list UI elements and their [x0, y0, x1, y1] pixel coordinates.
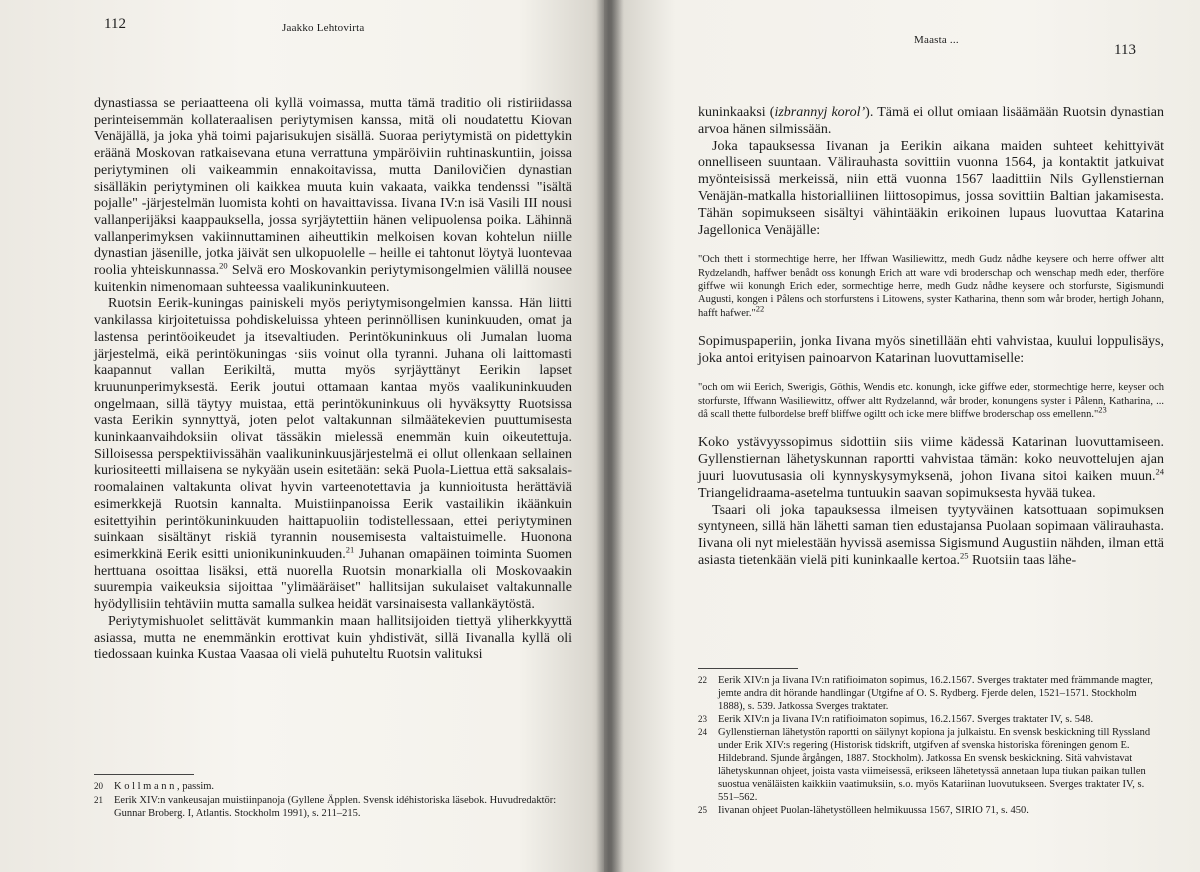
footnote-number: 23 [698, 714, 707, 724]
page-number: 112 [104, 16, 126, 32]
paragraph: Joka tapauksessa Iivanan ja Eerikin aikana maiden suhteet kehittyivät onnelliseen suuntaan. Välirauhasta sovittiin vuonna 1564, ja kontaktit jatkuivat myönteisissä merkeissä, niin että vuonna 1567 laadittiin Nils Gyllenstiernan Venäjän-matkalla historialliinen liittosopimus, jossa sovittiin Baltian jakamisesta. Tähän sopimukseen sisältyi vähintääkin erikoinen lupaus luovuttaa Katarina Jagellonica Venäjälle: [698, 138, 1164, 238]
footnote-ref: 24 [1155, 466, 1164, 477]
running-head: Jaakko Lehtovirta [282, 22, 365, 34]
footnote-number: 20 [94, 781, 103, 791]
paragraph [94, 96, 572, 296]
paragraph [698, 435, 1164, 502]
paragraph-text: ). Tämä ei ollut omiaan lisäämään Ruotsin dynastian arvoa hänen silmissään. [698, 105, 1164, 137]
footnote-text: Eerik XIV:n ja Iivana IV:n ratifioimaton sopimus, 16.2.1567. Sverges traktater IV, s. 548. [718, 714, 1094, 725]
body-text [698, 105, 1164, 570]
footnote-number: 24 [698, 727, 707, 737]
footnote-ref: 21 [345, 544, 355, 555]
footnote-text: Eerik XIV:n vankeusajan muistiinpanoja (Gyllene Äpplen. Svensk idéhistoriska läsebok. Huvudredaktör: Gunnar Broberg. I, Atlantis. Stockholm 1991), s. 211–215. [114, 794, 557, 819]
footnote [94, 780, 572, 794]
body-text [94, 96, 572, 664]
footnote-ref: 22 [755, 303, 765, 314]
footnote-rule [94, 774, 194, 775]
footnotes [94, 774, 572, 821]
paragraph [698, 503, 1164, 570]
footnote-number: 21 [94, 794, 103, 805]
block-quote [698, 381, 1164, 421]
paragraph-text: Ruotsiin taas lähe- [968, 552, 1077, 568]
page-number: 113 [1114, 42, 1136, 58]
footnote-number: 25 [698, 805, 707, 815]
running-head: Maasta ... [914, 34, 959, 46]
footnotes [698, 668, 1164, 817]
footnote-text: K o l l m a n n , passim. [114, 781, 215, 792]
paragraph-text: dynastiassa se periaatteena oli kyllä voimassa, mutta tämä traditio oli ristiriidassa perinteisemmän kollateraalisen periytymisen kanssa, mitä oli noudatettu Kiovan Venäjällä, ja joka yhä toimi pajarisukujen sisällä. Suoraa periytymistä on pidettykin eräänä Moskovan ratkaisevana etuna verrattuna ympäröiviin ruhtinaskuntiin, joissa periytyminen oli vaikeammin ennakoitavissa, mutta Danilovičien dynastian sisälläkin periytyminen oli kaikkea muuta kuin vakaata, vaikka tendenssi "isältä pojalle" -järjestelmän luomista kohti on havaittavissa. Iivana IV:n isä Vasili III nousi vallanperijäksi kaappauksella, jossa syrjäytettiin hänen velipuolensa poika. Lähinnä vallanperimyksen vakiinnuttaminen aiheuttikin melkoisen kovan kohtelun niille dynastian jäsenille, jotka jäivät sen ulkopuolelle – heille ei tahtonut löytyä luontevaa roolia yhteiskunnassa. [94, 96, 572, 279]
footnote [698, 804, 1164, 817]
block-quote [698, 253, 1164, 319]
paragraph-text: Juhanan omapäinen toiminta Suomen herttuana osoittaa lisäksi, että nuorella Ruotsin monarkialla oli Moskovaakin suurempia vaikeuksia sijoittaa "ylimääräiset" hallitsijan sukulaiset valtakunnalle hyödyllisiin tehtäviin mutta samalla sulkea heidät varsinaisesta vallankäytöstä. [94, 546, 572, 613]
paragraph: Sopimuspaperiin, jonka Iivana myös sinetillään ehti vahvistaa, kuului loppulisäys, joka antoi erityisen painoarvon Katarinan luovuttamiselle: [698, 333, 1164, 366]
footnote-ref: 23 [1098, 404, 1107, 415]
paragraph: Periytymishuolet selittävät kummankin maan hallitsijoiden tiettyä yliherkkyyttä asiassa, mutta ne enemmänkin erottivat kuin yhdistivät, sillä Iivanalla kyllä oli tiedossaan kuinka Kustaa Vaasaa oli vielä puhuteltu Ruotsin valituksi [94, 613, 572, 663]
footnote [698, 713, 1164, 726]
footnote [698, 674, 1164, 713]
quote-text: "och om wii Eerich, Swerigis, Göthis, Wendis etc. konungh, icke giffwe eder, stormechtige herre, keyser och storfurste, Iffwann Wasiliewittz, offwer altt Rydzelannd, wår broder, konungens syster i Pålenn, Katharina, ... då scall thette fulbordelse breff bliffwe ogiltt och icke mere bliffwe broderschap oss emellenn." [698, 382, 1164, 421]
footnote-number: 22 [698, 675, 707, 685]
footnote [94, 794, 572, 821]
footnote-ref: 25 [960, 550, 969, 561]
italic-term: izbrannyj korol’ [774, 105, 866, 120]
footnote [698, 726, 1164, 804]
quote-text: "Och thett i stormechtige herre, her Iffwan Wasiliewittz, medh Gudz nådhe keysere och herre offwer altt Rydzelandh, haffwer benådt oss konungh Erich att ware vdi broderschap och wenschap medh eder, therföre giffwe wii konungh Erich eder, sormechtige herre, medh Gudz nådhe keysere och storfurste, Sigismundi Augusti, kongen i Pålens och storfurstens i Litowens, syster Katharina, thenn som wår broder, hertigh Johann, hafft hafwer." [698, 254, 1164, 319]
paragraph-text: kuninkaaksi ( [698, 105, 775, 120]
footnote-text: Eerik XIV:n ja Iivana IV:n ratifioimaton sopimus, 16.2.1567. Sverges traktater med främmande magter, jemte andra dit hörande handlingar (Utgifne af O. S. Rydberg. Fjerde delen, 1521–1571. Stockholm 1888), s. 539. Jatkossa Sverges traktater. [718, 675, 1153, 712]
paragraph [698, 105, 1164, 139]
paragraph-text: Tsaari oli joka tapauksessa ilmeisen tyytyväinen katsottuaan sopimuksen syntyneen, sillä hän lähetti saman tien edustajansa Puolaan sopimaan välirauhasta. Iivana oli nyt mielestään hyvissä asemissa Sigismund Augustiin nähden, ilman että asiasta tietenkään vielä piti kuninkaalle kertoa. [698, 502, 1164, 568]
right-page [604, 0, 1200, 872]
paragraph-text: Selvä ero Moskovankin periytymisongelmien välillä nousee kuitenkin nimenomaan suhteessa vaalikuninkuuteen. [94, 263, 572, 295]
paragraph-text: Triangelidraama-asetelma tuntuukin saavan sopimuksesta hyvää tukea. [698, 485, 1096, 501]
footnote-text: Gyllenstiernan lähetystön raportti on säilynyt kopiona ja julkaistu. En svensk beskickning till Ryssland under Erik XIV:s regering (Historisk tidskrift, utgifven af svenska historiska föreningen genom E. Hildebrand. Sjunde årgången, 1887. Stockholm). Jatkossa En svensk beskickning. Sitä vahvistavat lähetyskunnan ohjeet, joista vasta viimeisessä, erikseen lähetetyssä annetaan lupa tiukan paikan tullen suostua venäläisten kaikkiin vaatimuksiin, s.o. myös Katariinan luovutukseen. Sverges traktater IV, s. 551–562. [718, 727, 1151, 803]
paragraph-text: Koko ystävyyssopimus sidottiin siis viime kädessä Katarinan luovuttamiseen. Gyllenstiernan lähetyskunnan raportti vahvistaa tämän: koko neuvottelujen ajan juuri luovutusasia oli kynnyskysymyksenä, johon Iivana sitoi kaiken muun. [698, 435, 1164, 484]
footnote-rule [698, 668, 798, 669]
footnote-text: Iivanan ohjeet Puolan-lähetystölleen helmikuussa 1567, SIRIO 71, s. 450. [718, 805, 1029, 816]
paragraph-text: Ruotsin Eerik-kuningas painiskeli myös periytymisongelmien kanssa. Hän liitti vankilassa kirjoitetuissa pohdiskeluissa yhteen perinnöllisen kuninkuuden, omat ja lastensa perintöoikeudet ja itsevaltiuden. Perintökuninkuus oli Jumalan luoma järjestelmä, eikä perintökuningas ·siis voinut olla tyranni. Juhana oli laittomasti kaapannut vallan Eerikiltä, mutta myös syrjäyttänyt Eerikin lapset kruununperimyksestä. Eerik joutui ottamaan kantaa myös vaalikuninkuuden ongelmaan, sillä täytyy muistaa, että perintökuninkuus oli hyväksytty Ruotsissa vasta Eerikin synnyttyä, joten pelot valtakunnan silmäätekevien puuttumisesta kuninkaanvaihdoksiin olivat tässäkin mielessä enemmän kuin oikeutettuja. Silloisessa perspektiivissähän vaalikuninkuusjärjestelmä ei ollut ollenkaan sellainen kuriositeetti millaisena se nykyään usein esitetään: sekä Puola-Liettua että saksalais-roomalainen valtakunta olivat hyvin varteenotettavia ja kunnioitusta herättäviä esimerkkejä Ruotsin kannalta. Muistiinpanoissa Eerik vastailikin ikäänkuin esitettyihin perintökuninkuuden haittapuoliin todistellessaan, ettei periytyminen suinkaan sisältänyt riskiä tyrannin nousemisesta valtaistuimelle. Huonona esimerkkinä Eerik esitti unionikuninkuuden. [94, 296, 572, 562]
paragraph [94, 296, 572, 613]
footnote-ref: 20 [219, 260, 228, 271]
